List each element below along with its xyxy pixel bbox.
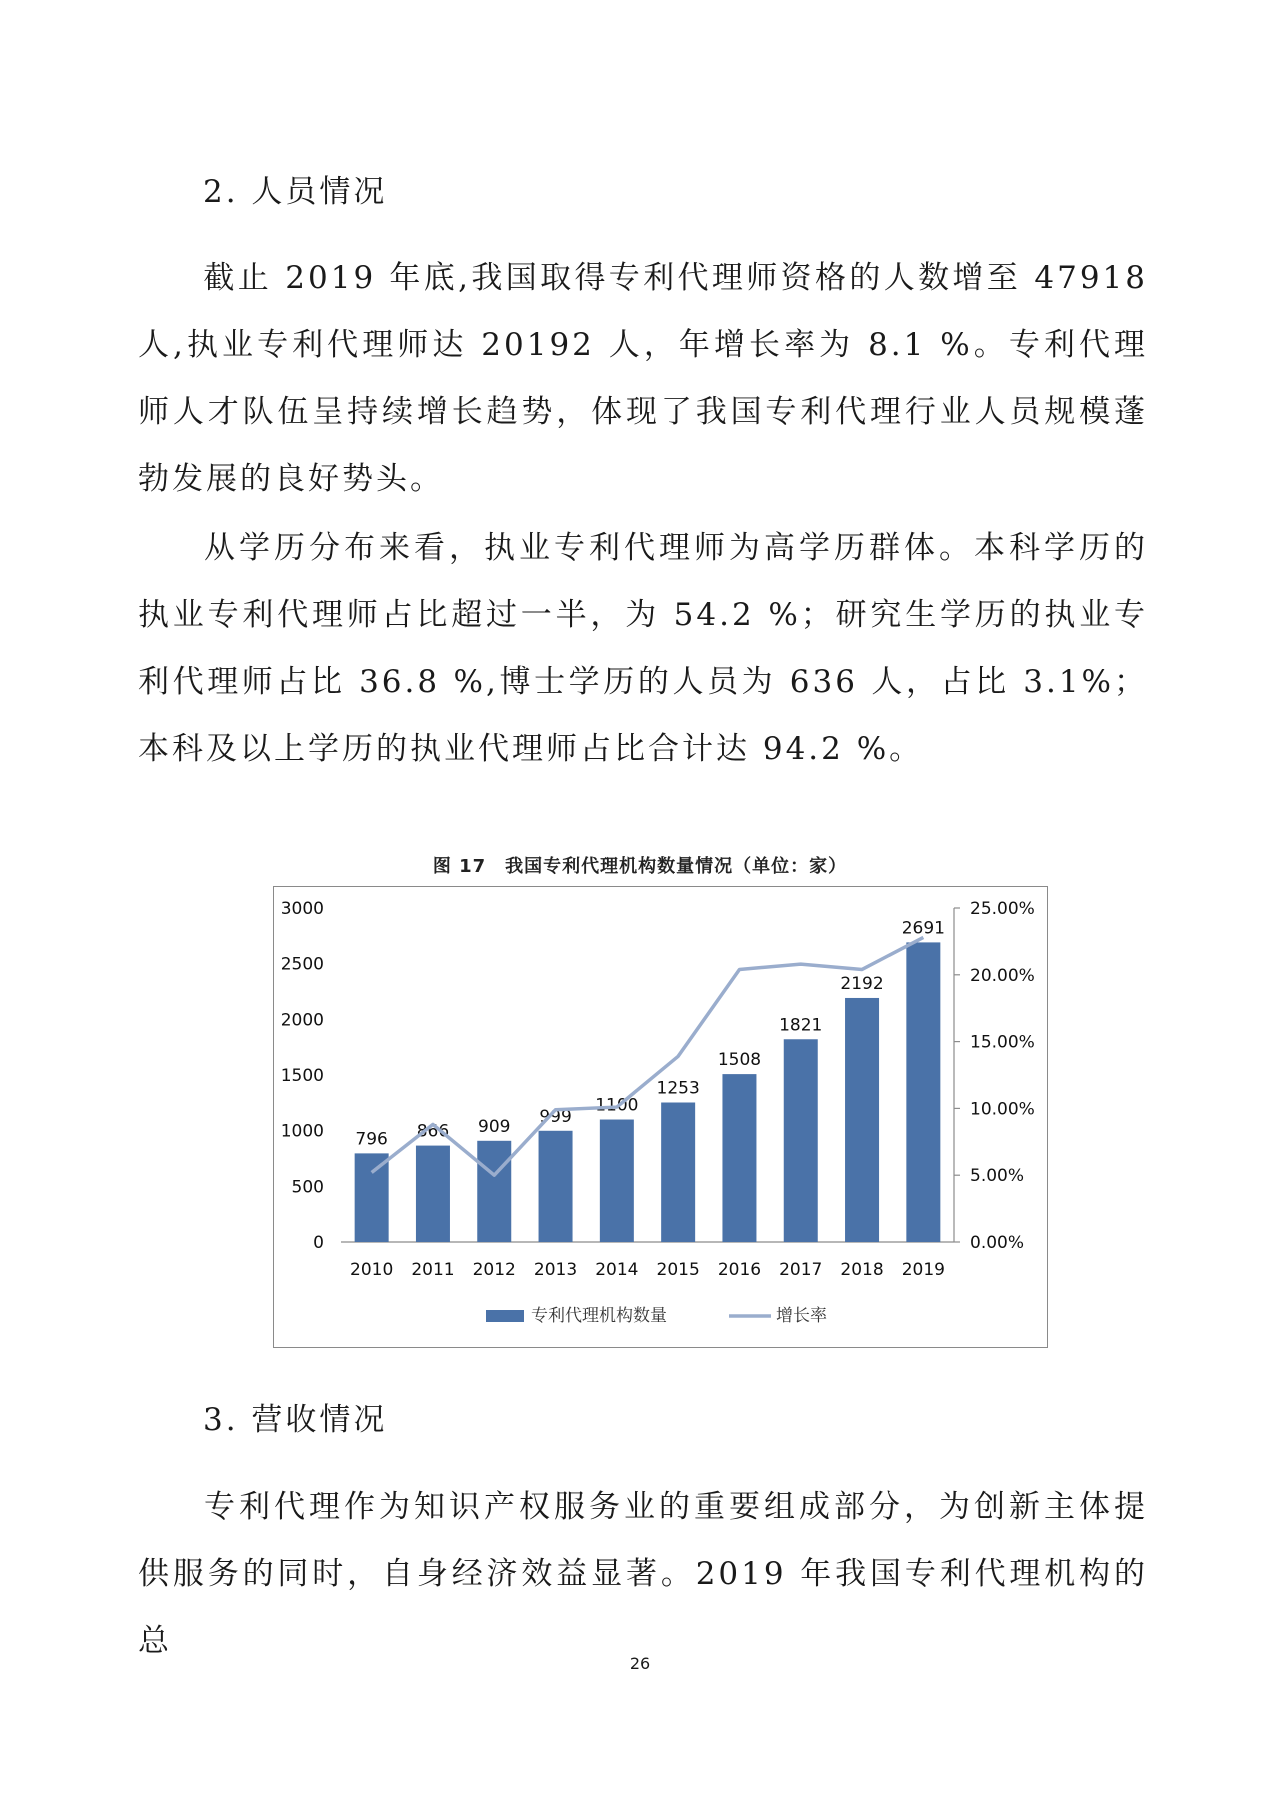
- legend-swatch-bar: [486, 1310, 524, 1322]
- left-tick-label: 2500: [280, 954, 324, 975]
- bar-value-label: 999: [539, 1106, 572, 1127]
- x-tick-label: 2016: [717, 1260, 762, 1280]
- left-tick-label: 3000: [280, 899, 324, 919]
- right-tick-label: 5.00%: [970, 1166, 1025, 1187]
- paragraph-text: 从学历分布来看，执业专利代理师为高学历群体。本科学历的执业专利代理师占比超过一半，为 54.2 %；研究生学历的执业专利代理师占比 36.8 %,博士学历的人员为 636 人，占比 3.1%；本科及以上学历的执业代理师占比合计达 94.2 %。: [138, 530, 1148, 767]
- bar-value-label: 909: [478, 1116, 511, 1137]
- bar: [722, 1074, 756, 1242]
- right-tick-label: 0.00%: [970, 1233, 1025, 1253]
- x-tick-label: 2018: [840, 1260, 884, 1280]
- section-2-paragraph-2: [138, 515, 1148, 783]
- left-tick-label: 1500: [280, 1066, 324, 1086]
- section-2-heading: 2. 人员情况: [203, 174, 388, 210]
- bar-value-label: 796: [355, 1129, 388, 1150]
- section-3-paragraph: [138, 1474, 1148, 1675]
- left-tick-label: 0: [313, 1233, 324, 1253]
- bar-value-label: 2691: [901, 918, 945, 939]
- paragraph-text: 截止 2019 年底,我国取得专利代理师资格的人数增至 47918 人,执业专利代理师达 20192 人，年增长率为 8.1 %。专利代理师人才队伍呈持续增长趋势，体现了我国专利代理行业人员规模蓬勃发展的良好势头。: [138, 260, 1148, 497]
- x-tick-label: 2011: [411, 1260, 455, 1280]
- bar: [539, 1131, 573, 1242]
- left-tick-label: 500: [291, 1177, 324, 1198]
- x-tick-label: 2012: [472, 1260, 516, 1280]
- bar: [661, 1102, 695, 1242]
- bar: [477, 1141, 511, 1242]
- chart-title: 图 17 我国专利代理机构数量情况（单位：家）: [432, 856, 848, 877]
- x-tick-label: 2010: [350, 1260, 394, 1280]
- section-3-heading: 3. 营收情况: [203, 1402, 388, 1438]
- bar-value-label: 1508: [717, 1050, 762, 1071]
- bar: [784, 1039, 818, 1242]
- legend-label-bar: 专利代理机构数量: [531, 1306, 667, 1326]
- x-tick-label: 2014: [595, 1260, 639, 1280]
- bar: [600, 1120, 634, 1242]
- right-tick-label: 20.00%: [970, 965, 1035, 986]
- bar-value-label: 2192: [840, 973, 884, 994]
- paragraph-text: 专利代理作为知识产权服务业的重要组成部分，为创新主体提供服务的同时，自身经济效益显著。2019 年我国专利代理机构的总: [138, 1489, 1148, 1659]
- agency-count-chart: [274, 887, 1046, 1346]
- left-tick-label: 2000: [280, 1010, 324, 1031]
- left-tick-label: 1000: [280, 1121, 324, 1142]
- x-tick-label: 2015: [656, 1260, 700, 1280]
- right-tick-label: 10.00%: [970, 1099, 1035, 1120]
- bar: [416, 1146, 450, 1242]
- bar-value-label: 866: [416, 1121, 450, 1142]
- legend-label-line: 增长率: [776, 1306, 827, 1326]
- right-tick-label: 25.00%: [970, 899, 1035, 919]
- chart-frame: [273, 886, 1048, 1348]
- x-tick-label: 2019: [901, 1260, 945, 1280]
- page-number: 26: [629, 1654, 651, 1673]
- bar: [355, 1153, 389, 1242]
- x-tick-label: 2017: [779, 1260, 823, 1280]
- section-2-paragraph-1: [138, 245, 1148, 513]
- bar: [906, 942, 940, 1242]
- bar-value-label: 1253: [656, 1078, 700, 1099]
- bar: [845, 998, 879, 1242]
- right-tick-label: 15.00%: [970, 1032, 1035, 1053]
- bar-value-label: 1821: [779, 1015, 823, 1036]
- x-tick-label: 2013: [533, 1260, 578, 1280]
- bar-value-label: 1100: [595, 1095, 639, 1116]
